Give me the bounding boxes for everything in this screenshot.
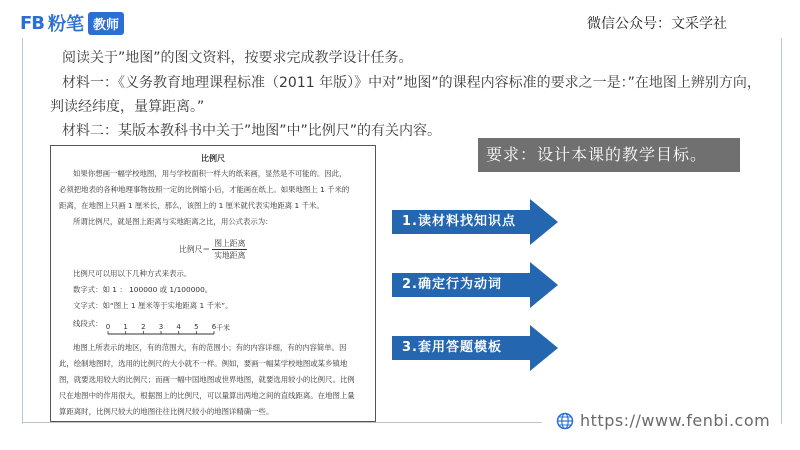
scale-tick-label: 0 (105, 323, 111, 331)
step-arrow-3 (392, 325, 558, 371)
frame-bottom-line (22, 422, 542, 423)
material1-line1: 材料一：《义务教育地理课程标准（2011 年版）》中对”地图”的课程内容标准的要求之一是：”在地图上辨别方向， (62, 75, 761, 91)
forms-intro: 比例尺可以用以下几种方式来表示。 (73, 269, 192, 278)
formula-left: 比例尺＝ (179, 245, 211, 254)
footer-url[interactable] (556, 411, 770, 430)
scale-tick-label: 1 (123, 323, 128, 331)
step-label: 2.确定行为动词 (402, 277, 502, 292)
textbook-title: 比例尺 (201, 154, 225, 163)
material2-text: 材料二：某版本教科书中关于”地图”中”比例尺”的有关内容。 (62, 123, 442, 139)
footer-url-text[interactable]: https://www.fenbi.com (580, 411, 771, 430)
textbook-line: 如果你想画一幅学校地图，用与学校面积一样大的纸来画，显然是不可能的。因此， (73, 169, 347, 178)
scale-tick-label: 5 (194, 323, 199, 331)
material1-line2: 判读经纬度，量算距离。” (50, 99, 205, 115)
step-label: 3.套用答题模板 (402, 340, 502, 355)
logo-name: 粉笔 (48, 14, 85, 35)
textbook-excerpt (50, 145, 376, 422)
formula-denominator: 实地距离 (214, 251, 246, 260)
globe-icon (556, 412, 574, 430)
logo-badge: 教师 (88, 12, 124, 35)
textbook-tail-line: 尺在地图中的作用很大，根据图上的比例尺，可以量算出两地之间的直线距离。在地图上量 (59, 391, 355, 400)
textbook-line: 所谓比例尺，就是图上距离与实地距离之比，用公式表示为： (73, 217, 273, 226)
numeric-form: 数字式：如 1 ： 100000 或 1/100000。 (73, 285, 213, 294)
scale-tick-label: 4 (176, 323, 181, 331)
text-form: 文字式：如“图上 1 厘米等于实地距离 1 千米”。 (73, 301, 233, 310)
textbook-tail-line: 此，绘制地图时，选用的比例尺的大小就不一样。例如，要画一幅某学校地图或某乡镇地 (59, 359, 348, 368)
step-arrow-1 (392, 199, 558, 245)
brand-logo (20, 10, 124, 36)
scale-formula (179, 238, 247, 261)
step-label: 1.读材料找知识点 (402, 214, 516, 229)
textbook-line: 距离，在地图上只画 1 厘米长，那么，该图上的 1 厘米就代表实地距离 1 千米。 (59, 201, 324, 210)
formula-numerator: 图上距离 (214, 239, 246, 248)
scale-tick-label: 2 (141, 323, 146, 331)
scale-tick-label: 3 (158, 323, 164, 331)
textbook-tail-line: 地图上所表示的地区，有的范围大，有的范围小；有的内容详细，有的内容简单。因 (73, 343, 347, 352)
textbook-tail-line: 图，就要选用较大的比例尺；而画一幅中国地图或世界地图，就要选用较小的比例尺。比例 (59, 375, 355, 384)
scale-unit: 千米 (216, 324, 230, 332)
textbook-tail-line: 算距离时，比例尺较大的地图往往比例尺较小的地图详精确一些。 (59, 407, 274, 416)
line-form-label: 线段式： (73, 319, 103, 328)
logo-mark: FB (20, 12, 45, 34)
scale-tick-label: 6 (211, 323, 217, 331)
textbook-line: 必须把地表的各种地理事物按照一定的比例缩小后，才能画在纸上。如果地图上 1 千米的 (59, 185, 350, 194)
wechat-account: 微信公众号：文采学社 (587, 16, 727, 32)
step-arrow-2 (392, 262, 558, 308)
requirement-box: 要求：设计本课的教学目标。 (478, 138, 740, 172)
intro-text: 阅读关于”地图”的图文资料，按要求完成教学设计任务。 (62, 50, 413, 66)
line-scale-bar (106, 322, 228, 336)
